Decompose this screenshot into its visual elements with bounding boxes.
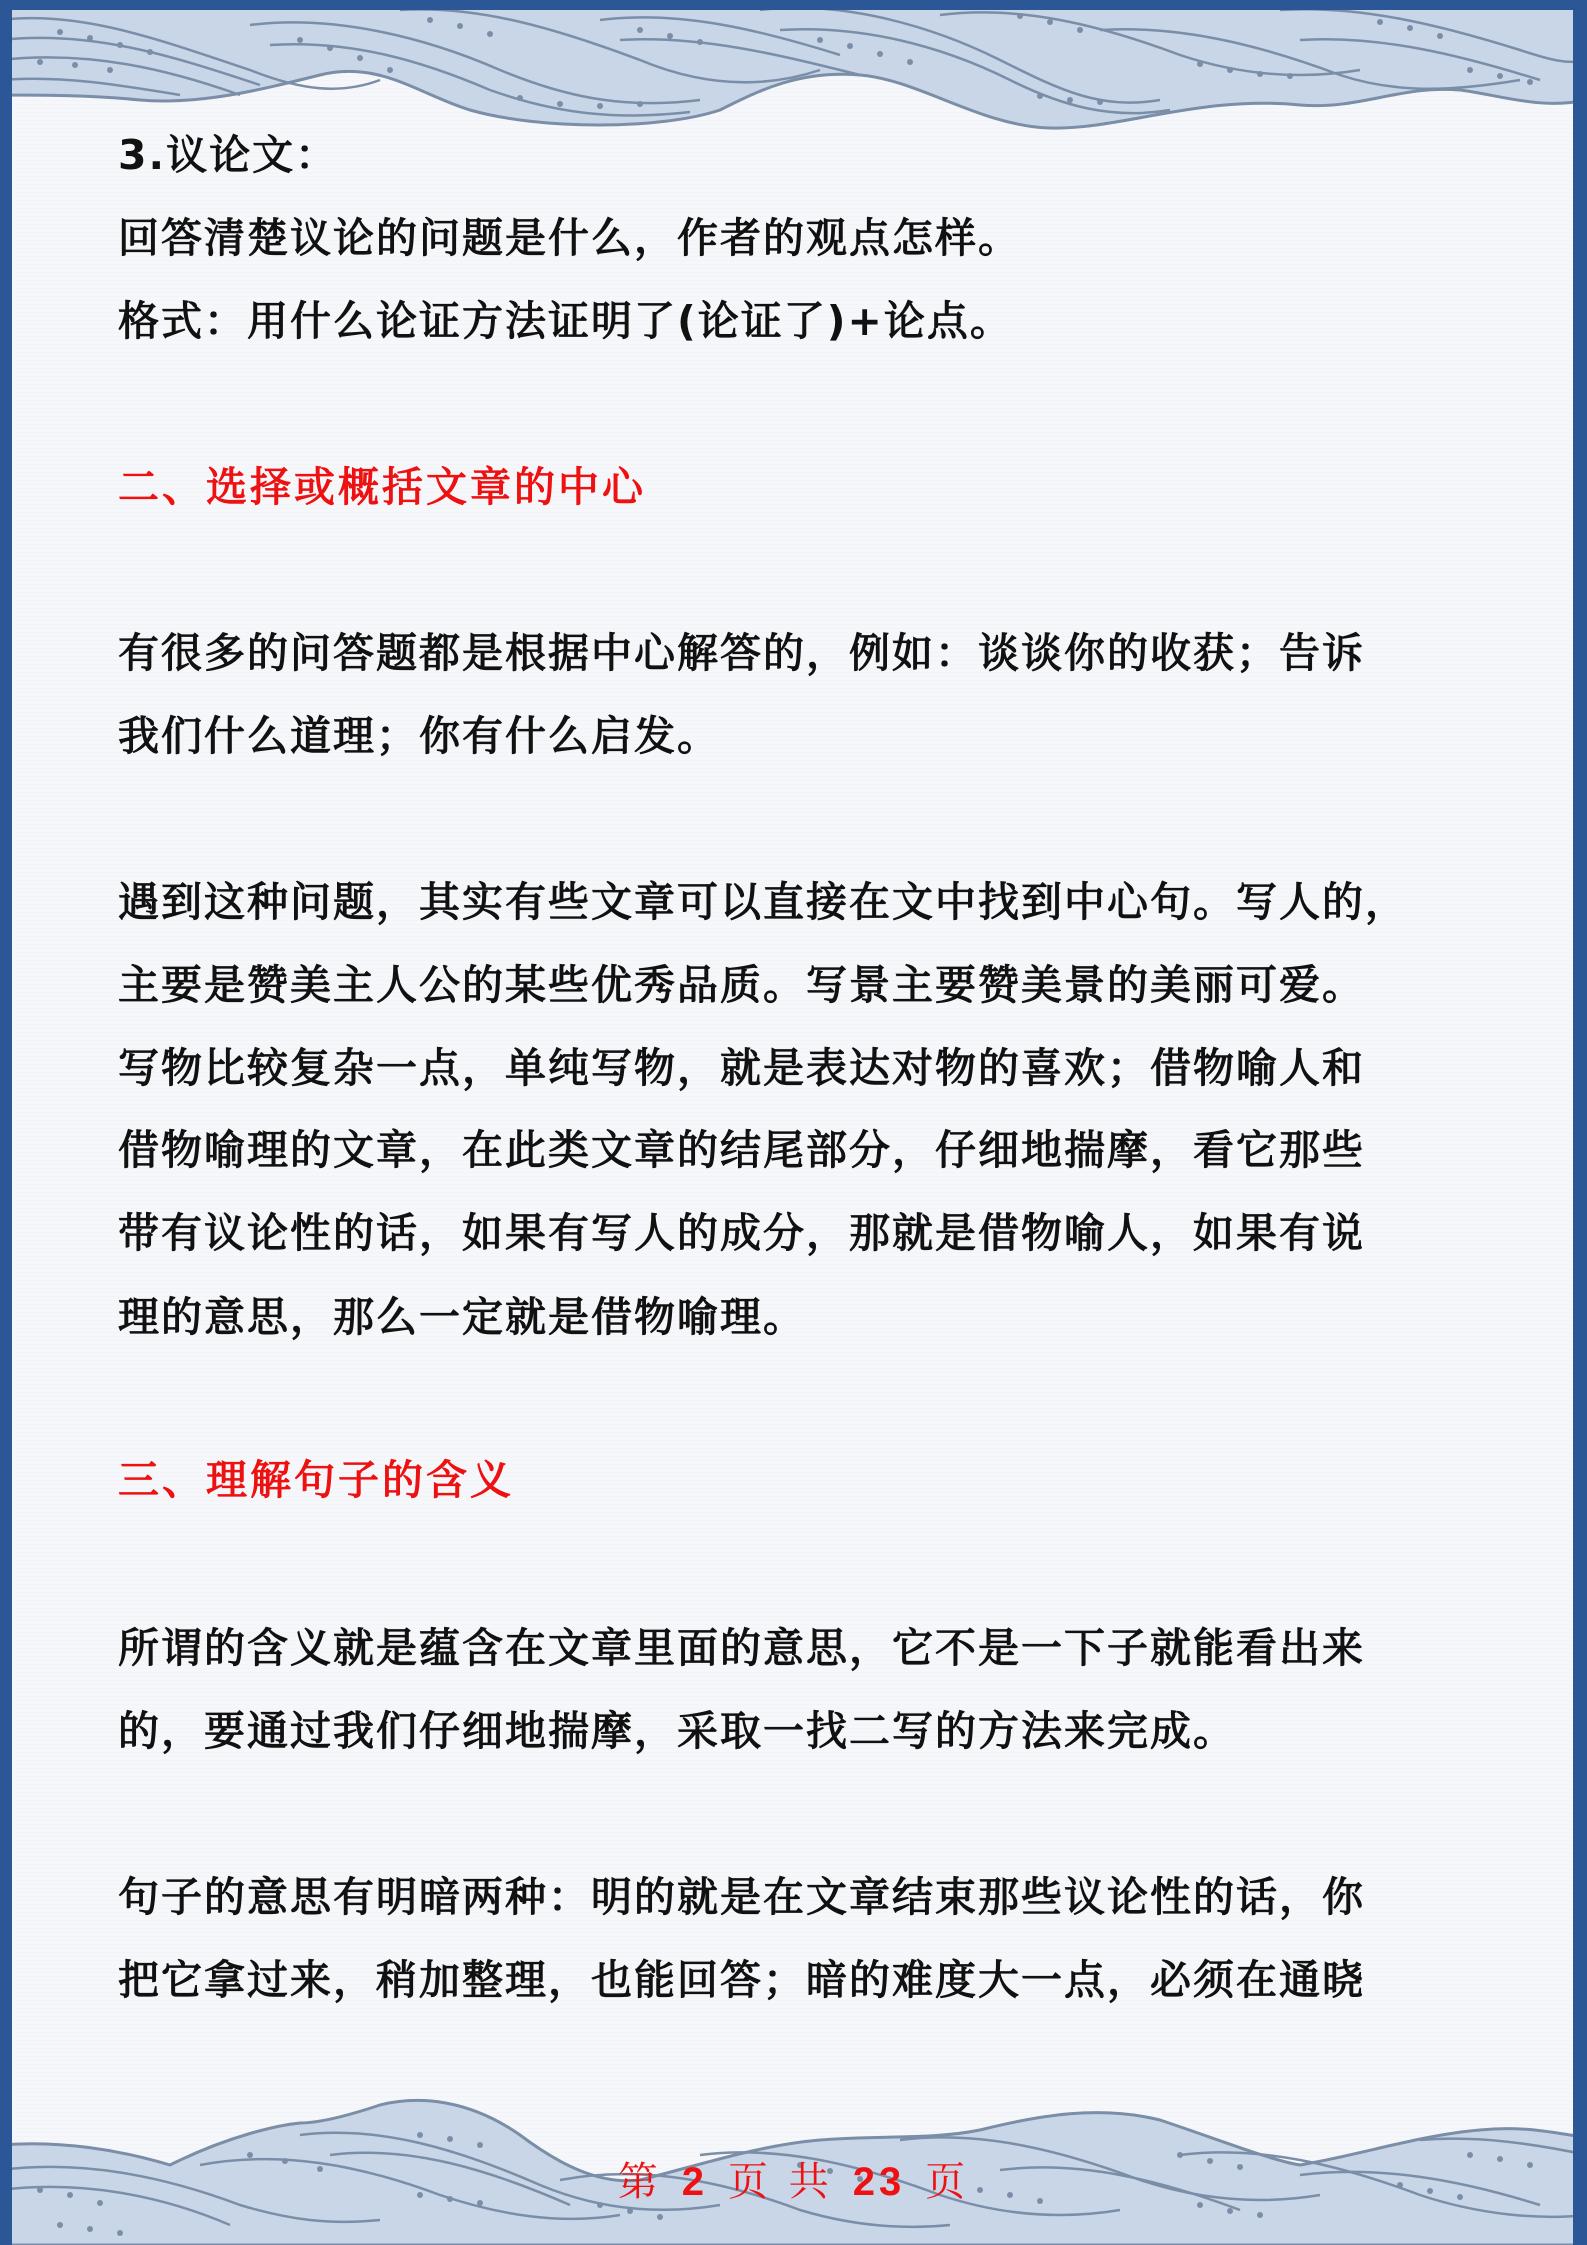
page-suffix: 页 — [925, 2159, 970, 2205]
top-wave-decoration — [0, 0, 1587, 140]
page-border-right — [1573, 0, 1587, 2245]
body-line: 带有议论性的话，如果有写人的成分，那就是借物喻人，如果有说 — [118, 1209, 1365, 1257]
body-line: 借物喻理的文章，在此类文章的结尾部分，仔细地揣摩，看它那些 — [118, 1126, 1365, 1174]
body-line: 主要是赞美主人公的某些优秀品质。写景主要赞美景的美丽可爱。 — [118, 961, 1365, 1009]
body-line: 所谓的含义就是蕴含在文章里面的意思，它不是一下子就能看出来 — [118, 1624, 1365, 1672]
body-line: 理的意思，那么一定就是借物喻理。 — [118, 1293, 806, 1341]
page-border-top — [0, 0, 1587, 10]
page-number-footer — [0, 2150, 1587, 2207]
current-page-number: 2 — [681, 2160, 709, 2204]
section-heading-3: 三、理解句子的含义 — [118, 1456, 514, 1504]
body-line: 的，要通过我们仔细地揣摩，采取一找二写的方法来完成。 — [118, 1707, 1236, 1755]
body-line: 有很多的问答题都是根据中心解答的，例如：谈谈你的收获；告诉 — [118, 629, 1365, 677]
page-prefix: 第 — [617, 2159, 662, 2205]
body-line: 把它拿过来，稍加整理，也能回答；暗的难度大一点，必须在通晓 — [118, 1956, 1365, 2004]
page-border-left — [0, 0, 12, 2245]
body-line: 遇到这种问题，其实有些文章可以直接在文中找到中心句。写人的， — [118, 878, 1408, 926]
subheading-argumentative-essay: 3.议论文： — [118, 131, 339, 179]
total-pages-number: 23 — [852, 2160, 906, 2204]
body-line: 回答清楚议论的问题是什么，作者的观点怎样。 — [118, 214, 1021, 262]
page-middle-text: 页 共 — [728, 2159, 833, 2205]
section-heading-2: 二、选择或概括文章的中心 — [118, 463, 646, 511]
body-line: 我们什么道理；你有什么启发。 — [118, 712, 720, 760]
body-line: 写物比较复杂一点，单纯写物，就是表达对物的喜欢；借物喻人和 — [118, 1044, 1365, 1092]
body-line: 句子的意思有明暗两种：明的就是在文章结束那些议论性的话，你 — [118, 1873, 1365, 1921]
body-line: 格式：用什么论证方法证明了(论证了)+论点。 — [118, 297, 1013, 345]
